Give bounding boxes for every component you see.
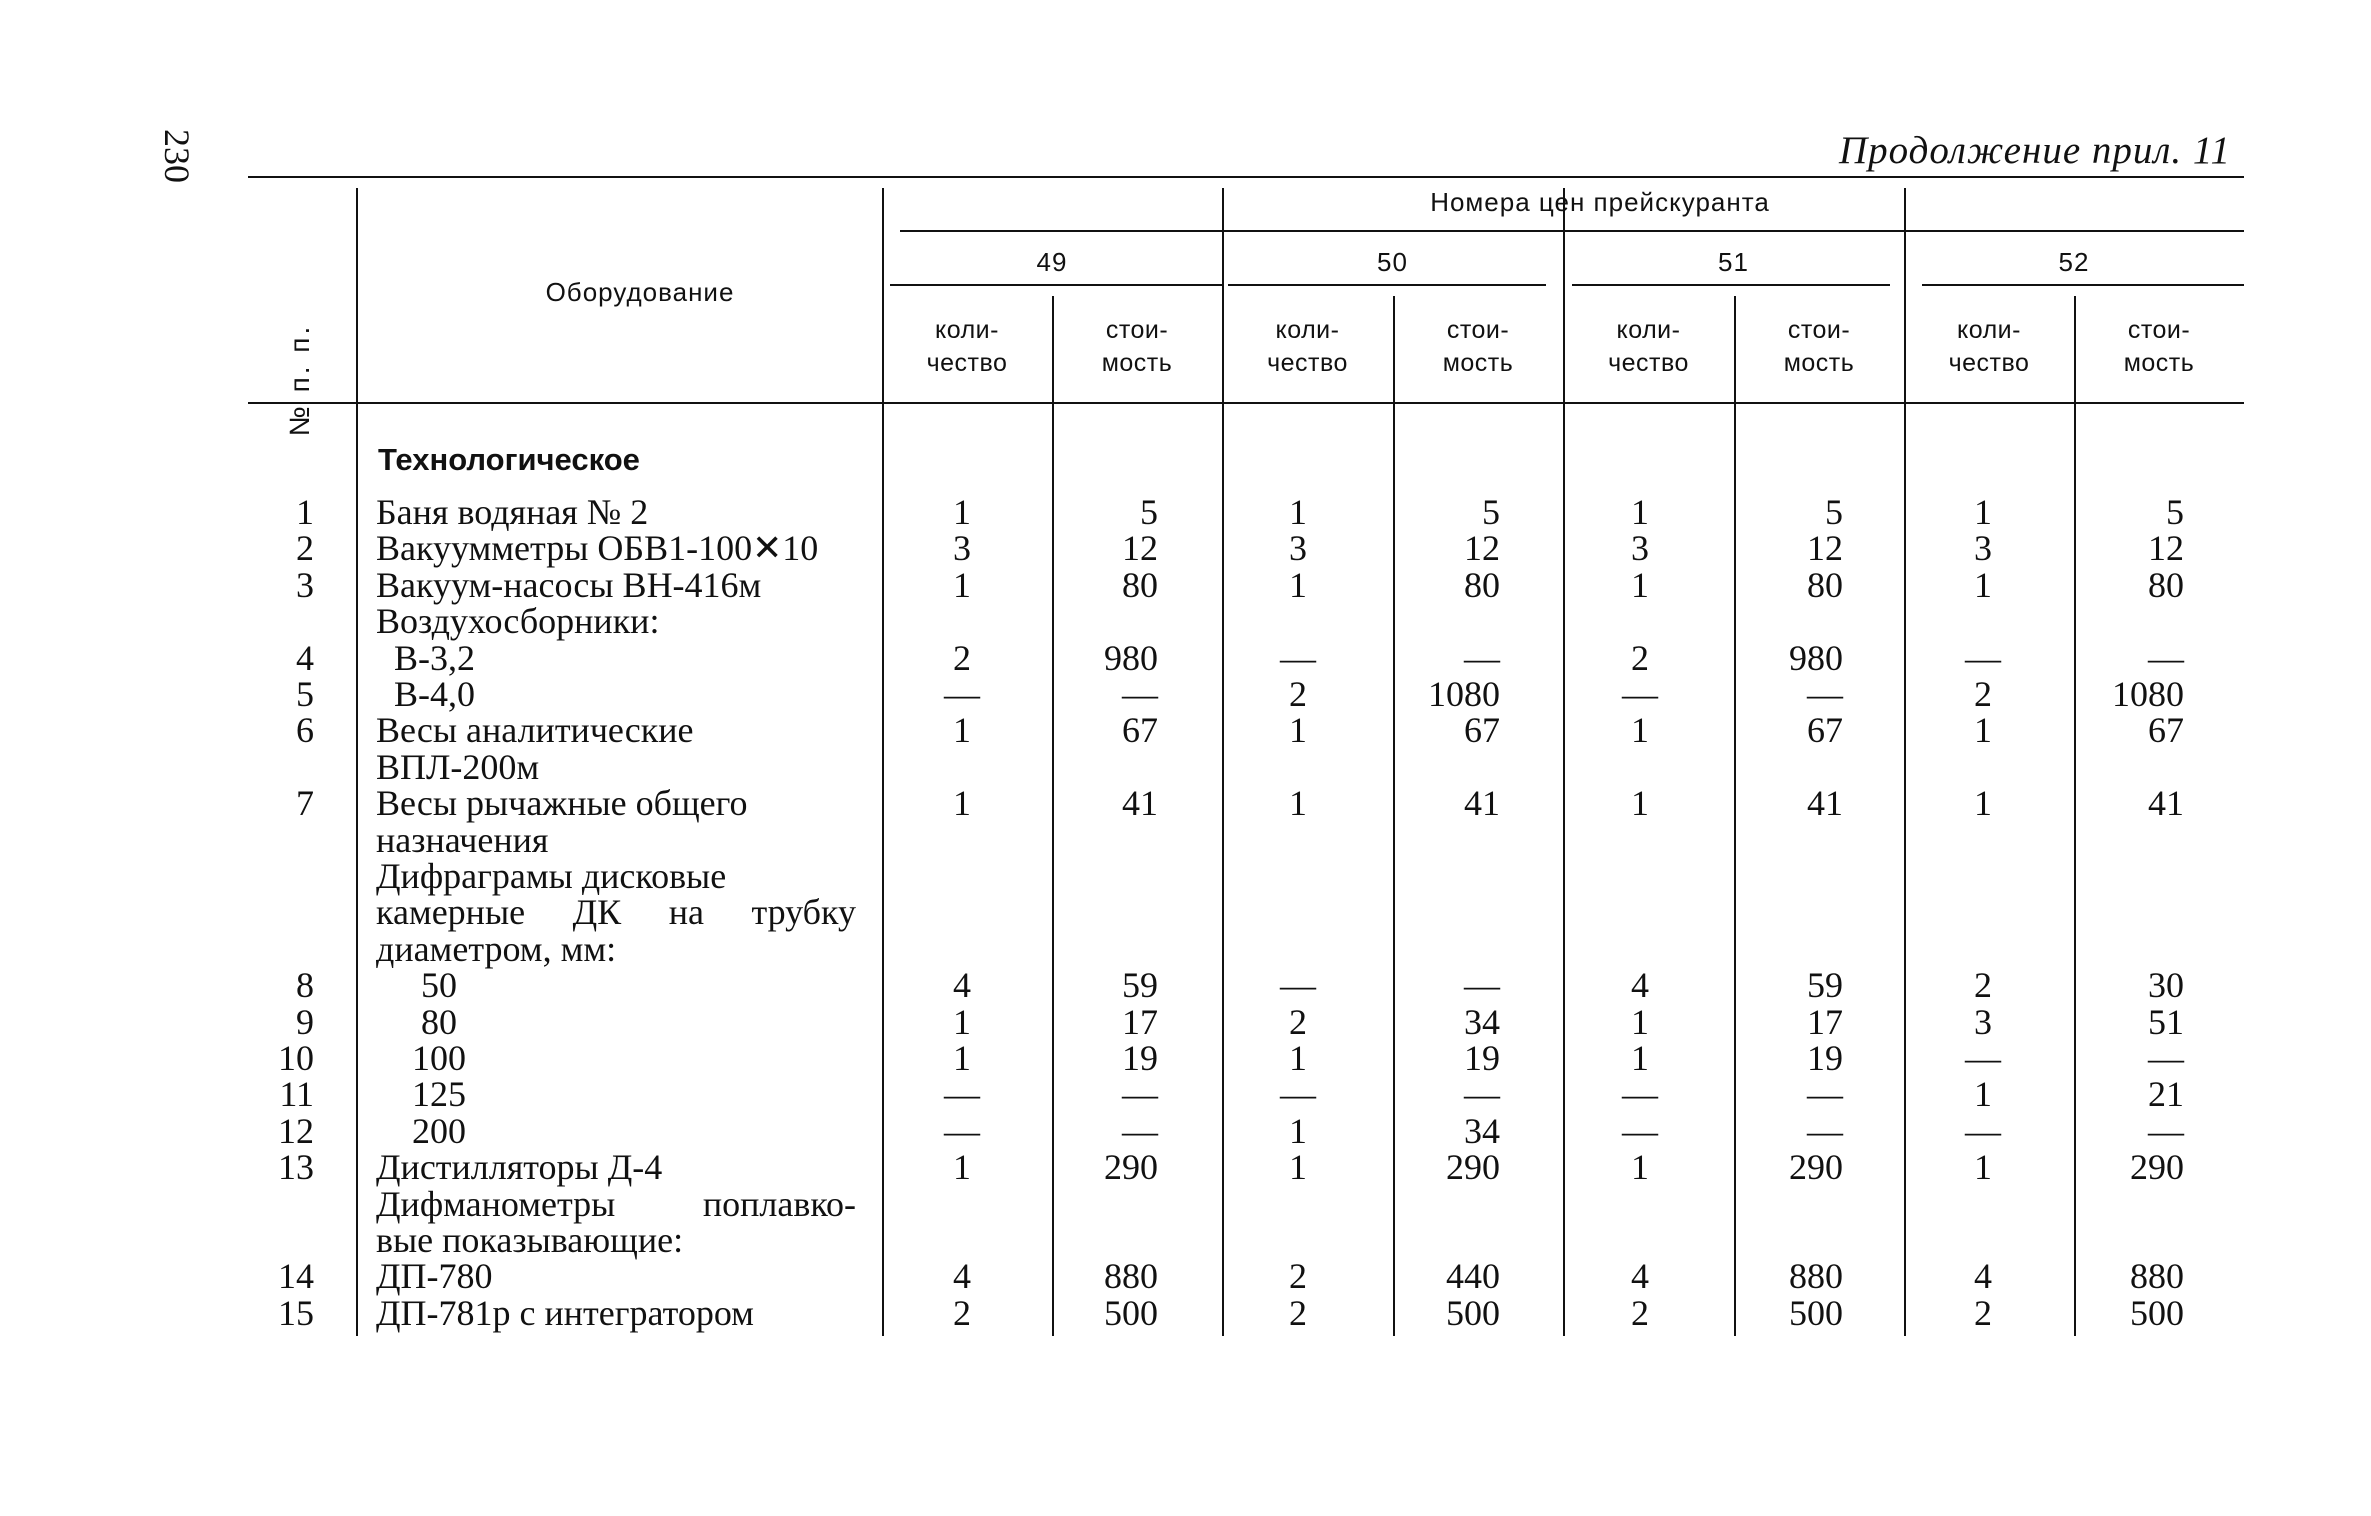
qty-cell: 1	[953, 1147, 971, 1188]
qty-cell: 1	[1289, 1038, 1307, 1078]
qty-cell: 1	[1974, 1074, 1992, 1115]
qty-cell: 4	[1631, 1256, 1649, 1297]
cost-cell: 500	[2130, 1292, 2184, 1333]
cost-cell: 80	[1464, 564, 1500, 605]
price-header-rule	[900, 230, 2244, 232]
row-equipment-name: Воздухосборники:	[376, 601, 660, 642]
cost-cell: 500	[1446, 1292, 1500, 1333]
row-equipment-name: В-3,2	[376, 637, 475, 678]
row-equipment-name: В-4,0	[376, 674, 475, 714]
cost-cell: 80	[2148, 564, 2184, 605]
cost-cell: 34	[1464, 1110, 1500, 1151]
row-equipment-name: вые показывающие:	[376, 1220, 684, 1260]
cost-cell: 5	[1140, 492, 1158, 532]
cost-label-line: мость	[2123, 348, 2195, 377]
row-number: 11	[279, 1074, 314, 1115]
row-number: 5	[296, 674, 314, 714]
qty-cell: 2	[1974, 1292, 1992, 1333]
qty-label-line: чество	[1608, 348, 1689, 377]
qty-cell: 3	[1974, 1001, 1992, 1042]
cost-cell: 67	[1122, 710, 1158, 751]
cost-cell: 5	[1825, 492, 1843, 532]
row-equipment-name: 50	[376, 965, 457, 1006]
price-group-49: 49	[1036, 247, 1068, 277]
qty-cell: 2	[1289, 1256, 1307, 1297]
row-number: 8	[296, 965, 314, 1006]
row-equipment-name: Весы рычажные общего	[376, 783, 748, 824]
npp-divider	[356, 188, 358, 1336]
cost-cell: 19	[1122, 1038, 1158, 1078]
cost-cell: 67	[1807, 710, 1843, 751]
qty-cell: —	[944, 1110, 980, 1151]
cost-cell: 500	[1104, 1292, 1158, 1333]
row-equipment-name: Баня водяная № 2	[376, 492, 649, 532]
cost-cell: 12	[1122, 528, 1158, 569]
qty-cell: —	[1280, 965, 1316, 1006]
price-group-51: 51	[1718, 247, 1749, 277]
cost-cell: 41	[1122, 783, 1158, 824]
cost-cell: 1080	[1428, 674, 1500, 714]
qty-cell: 1	[1974, 710, 1992, 751]
cost-header-50	[1393, 314, 1563, 379]
cost-cell: 21	[2148, 1074, 2184, 1115]
row-number: 13	[278, 1147, 314, 1188]
row-number: 12	[278, 1110, 314, 1151]
qty-cell: 2	[1631, 1292, 1649, 1333]
qty-cell: —	[944, 674, 980, 714]
qty-cell: 1	[953, 710, 971, 751]
qty-cell: 1	[1974, 1147, 1992, 1188]
qty-cell: 1	[953, 492, 971, 532]
qty-cell: —	[1622, 1074, 1658, 1115]
cost-cell: —	[1807, 674, 1843, 714]
row-equipment-name: 200	[376, 1110, 466, 1151]
cost-cell: 80	[1122, 564, 1158, 605]
name-word: камерные	[376, 892, 526, 933]
qty-cell: 1	[953, 1038, 971, 1078]
cost-cell: 880	[1104, 1256, 1158, 1297]
cost-cell: —	[1807, 1110, 1843, 1151]
cost-label-line: стои-	[1446, 316, 1510, 344]
price-numbers-header: Номера цен прейскуранта	[1430, 187, 1770, 217]
row-equipment-name	[376, 892, 856, 933]
cost-cell: 440	[1446, 1256, 1500, 1297]
qty-cell: —	[1965, 1110, 2001, 1151]
cost-cell: —	[2148, 1110, 2184, 1151]
row-number: 1	[296, 492, 314, 532]
cost-header-52	[2074, 314, 2244, 379]
cost-cell: 67	[1464, 710, 1500, 751]
qty-cell: 2	[1289, 1001, 1307, 1042]
qty-cell: 1	[1974, 783, 1992, 824]
cost-cell: 880	[1789, 1256, 1843, 1297]
cost-cell: 500	[1789, 1292, 1843, 1333]
qty-cell: 3	[1289, 528, 1307, 569]
qty-cell: —	[1965, 637, 2001, 678]
row-number: 6	[296, 710, 314, 751]
cost-cell: 5	[1482, 492, 1500, 532]
row-equipment-name: Весы аналитические	[376, 710, 694, 751]
row-equipment-name: назначения	[376, 819, 549, 860]
qty-cell: 4	[1631, 965, 1649, 1006]
cost-cell: 290	[1789, 1147, 1843, 1188]
row-number: 4	[296, 637, 314, 678]
qty-header-51	[1563, 314, 1734, 379]
cost-cell: 12	[1464, 528, 1500, 569]
row-number: 10	[278, 1038, 314, 1078]
row-number: 15	[278, 1292, 314, 1333]
row-equipment-name: Дифраграмы дисковые	[376, 856, 727, 896]
cost-cell: 290	[1104, 1147, 1158, 1188]
qty-label-line: коли-	[1616, 316, 1681, 344]
cost-cell: —	[1122, 1110, 1158, 1151]
qty-cell: —	[944, 1074, 980, 1115]
row-equipment-name: Дистилляторы Д-4	[376, 1147, 663, 1188]
table-top-rule	[248, 176, 2244, 178]
qty-label-line: коли-	[1275, 316, 1340, 344]
cost-cell: 41	[2148, 783, 2184, 824]
cost-cell: 12	[1807, 528, 1843, 569]
cost-cell: 12	[2148, 528, 2184, 569]
cost-cell: —	[1464, 637, 1500, 678]
qty-cell: 4	[1974, 1256, 1992, 1297]
qty-cell: —	[1622, 674, 1658, 714]
cost-cell: 1080	[2112, 674, 2184, 714]
qty-cell: 1	[1974, 564, 1992, 605]
continuation-caption: Продолжение прил. 11	[1838, 129, 2231, 172]
cost-cell: 59	[1807, 965, 1843, 1006]
cost-cell: 5	[2166, 492, 2184, 532]
qty-cell: —	[1622, 1110, 1658, 1151]
cost-cell: 980	[1104, 637, 1158, 678]
row-number: 9	[296, 1001, 314, 1042]
group-rule-2	[1572, 284, 1890, 286]
qty-cell: 1	[953, 564, 971, 605]
cost-header-51	[1734, 314, 1904, 379]
qty-cell: 2	[953, 637, 971, 678]
qty-cell: 2	[1631, 637, 1649, 678]
cost-cell: 980	[1789, 637, 1843, 678]
qty-cell: 1	[1631, 710, 1649, 751]
qty-cell: 2	[1289, 1292, 1307, 1333]
qty-cell: 1	[1289, 1147, 1307, 1188]
cost-label-line: стои-	[2127, 316, 2191, 344]
cost-cell: —	[2148, 1038, 2184, 1078]
cost-cell: 51	[2148, 1001, 2184, 1042]
cost-cell: 41	[1807, 783, 1843, 824]
cost-cell: 19	[1807, 1038, 1843, 1078]
qty-cell: —	[1965, 1038, 2001, 1078]
cost-cell: —	[1122, 674, 1158, 714]
cost-header-49	[1052, 314, 1222, 379]
cost-cell: 67	[2148, 710, 2184, 751]
qty-cell: 1	[953, 783, 971, 824]
row-number: 2	[296, 528, 314, 569]
qty-label-line: чество	[1267, 348, 1348, 377]
group-rule-3	[1922, 284, 2244, 286]
cost-label-line: мость	[1783, 348, 1855, 377]
qty-cell: 1	[1974, 492, 1992, 532]
page-number: 230	[157, 129, 197, 183]
price-group-50: 50	[1377, 247, 1408, 277]
row-equipment-name: ДП-781р с интегратором	[376, 1292, 754, 1333]
qty-cell: 1	[1631, 492, 1649, 532]
qty-cell: 1	[1631, 1147, 1649, 1188]
qty-cell: 4	[953, 1256, 971, 1297]
cost-cell: 59	[1122, 965, 1158, 1006]
group-rule-0	[890, 284, 1222, 286]
row-equipment-name: 125	[376, 1074, 466, 1115]
qty-label-line: коли-	[1957, 316, 2021, 344]
cost-cell: 880	[2130, 1256, 2184, 1297]
cost-cell: 17	[1807, 1001, 1843, 1042]
row-equipment-name	[376, 1183, 856, 1224]
qty-cell: 1	[1631, 564, 1649, 605]
qty-cell: —	[1280, 1074, 1316, 1115]
group-rule-1	[1228, 284, 1546, 286]
qty-cell: 2	[953, 1292, 971, 1333]
name-word: поплавко-	[702, 1183, 856, 1224]
row-equipment-name: 100	[376, 1038, 466, 1078]
cost-cell: —	[1464, 965, 1500, 1006]
qty-cell: 1	[1289, 564, 1307, 605]
npp-header: № п. п.	[284, 323, 315, 437]
qty-cell: 1	[1631, 1001, 1649, 1042]
row-number: 3	[296, 564, 314, 605]
qty-cell: 3	[1974, 528, 1992, 569]
name-word: Дифманометры	[376, 1183, 616, 1224]
cost-label-line: мость	[1101, 348, 1173, 377]
qty-label-line: коли-	[935, 316, 999, 344]
cost-cell: 34	[1464, 1001, 1500, 1042]
cost-cell: —	[1122, 1074, 1158, 1115]
cost-cell: 290	[2130, 1147, 2184, 1188]
cost-cell: 290	[1446, 1147, 1500, 1188]
qty-header-49	[882, 314, 1052, 379]
cost-label-line: мость	[1442, 348, 1514, 377]
qty-cell: 3	[1631, 528, 1649, 569]
qty-label-line: чество	[926, 348, 1008, 377]
cost-cell: 30	[2148, 965, 2184, 1006]
section-title: Технологическое	[378, 442, 640, 477]
row-number: 14	[278, 1256, 314, 1297]
cost-label-line: стои-	[1105, 316, 1169, 344]
row-equipment-name: диаметром, мм:	[376, 928, 617, 969]
row-equipment-name: Вакуумметры ОБВ1-100✕10	[376, 528, 819, 569]
qty-cell: 1	[1631, 783, 1649, 824]
equipment-header: Оборудование	[545, 277, 735, 307]
cost-cell: 19	[1464, 1038, 1500, 1078]
cost-cell: —	[2148, 637, 2184, 678]
header-bottom-rule	[248, 402, 2244, 404]
qty-cell: 1	[1289, 1110, 1307, 1151]
qty-cell: 3	[953, 528, 971, 569]
qty-cell: —	[1280, 637, 1316, 678]
cost-label-line: стои-	[1787, 316, 1851, 344]
cost-cell: 17	[1122, 1001, 1158, 1042]
row-equipment-name: Вакуум-насосы ВН-416м	[376, 564, 762, 605]
qty-cell: 1	[1289, 783, 1307, 824]
qty-cell: 4	[953, 965, 971, 1006]
cost-cell: 41	[1464, 783, 1500, 824]
qty-cell: 1	[1631, 1038, 1649, 1078]
cost-cell: —	[1807, 1074, 1843, 1115]
qty-cell: 1	[1289, 710, 1307, 751]
name-word: на	[668, 892, 704, 933]
name-word: ДК	[572, 892, 622, 933]
qty-cell: 1	[953, 1001, 971, 1042]
row-equipment-name: ДП-780	[376, 1256, 493, 1297]
qty-cell: 2	[1974, 674, 1992, 714]
qty-header-50	[1222, 314, 1393, 379]
cost-cell: 80	[1807, 564, 1843, 605]
row-equipment-name: 80	[376, 1001, 457, 1042]
qty-cell: 2	[1974, 965, 1992, 1006]
cost-cell: —	[1464, 1074, 1500, 1115]
qty-cell: 1	[1289, 492, 1307, 532]
qty-label-line: чество	[1948, 348, 2030, 377]
price-group-52: 52	[2058, 247, 2090, 277]
qty-header-52	[1904, 314, 2074, 379]
qty-cell: 2	[1289, 674, 1307, 714]
row-equipment-name: ВПЛ-200м	[376, 746, 540, 787]
name-word: трубку	[751, 892, 856, 933]
row-number: 7	[296, 783, 314, 824]
